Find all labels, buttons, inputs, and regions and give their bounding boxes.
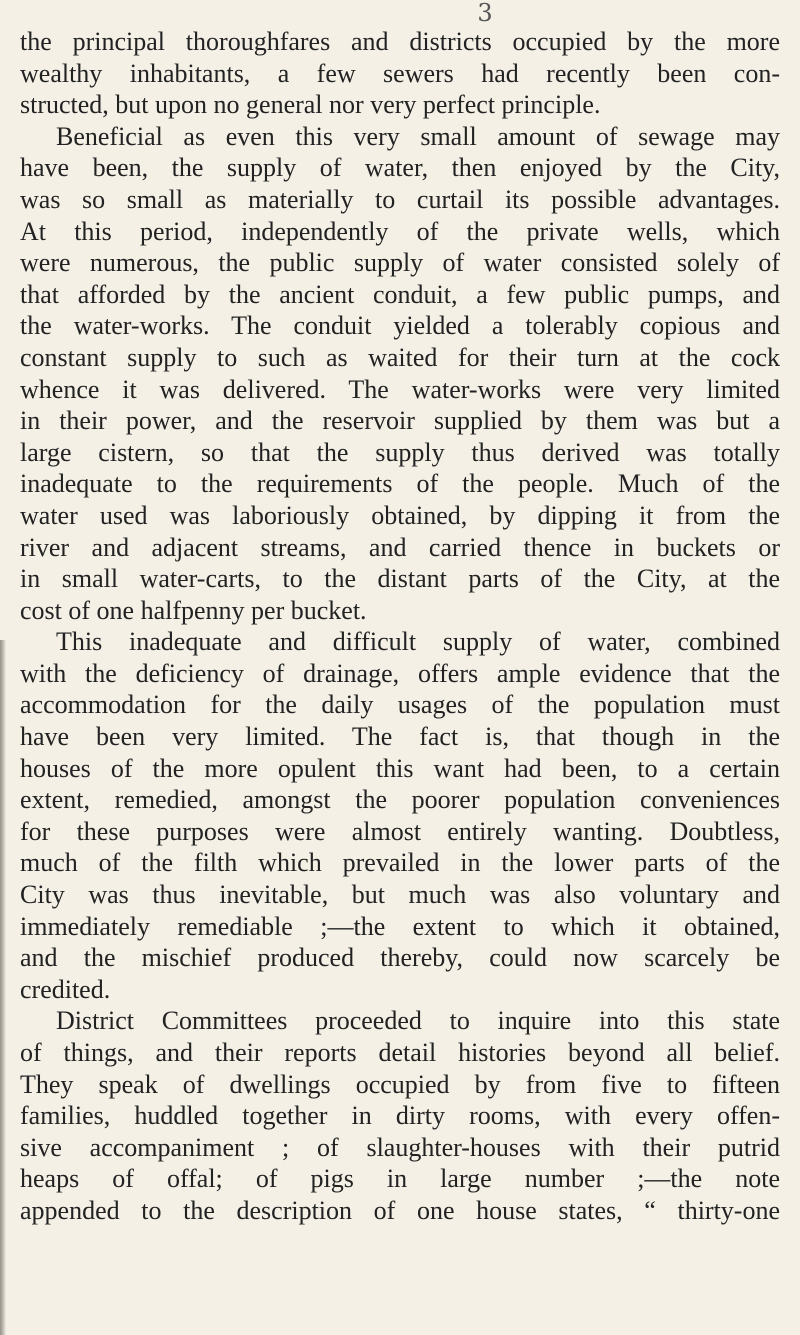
binding-edge-shadow [0, 640, 6, 1335]
text-line: wealthy inhabitants, a few sewers had recently been con- [20, 58, 780, 88]
body-text [20, 26, 780, 1227]
text-line: extent, remedied, amongst the poorer population conveniences [20, 785, 780, 815]
text-line: credited. [20, 974, 111, 1004]
text-line: houses of the more opulent this want had been, to a certain [20, 753, 780, 783]
text-line: in their power, and the reservoir supplied by them was but a [20, 406, 780, 436]
text-line: families, huddled together in dirty rooms, with every offen- [20, 1101, 780, 1131]
text-line: were numerous, the public supply of water consisted solely of [20, 248, 780, 278]
text-line: accommodation for the daily usages of the population must [20, 690, 780, 720]
text-line: District Committees proceeded to inquire into this state [56, 1006, 780, 1036]
text-line: was so small as materially to curtail its possible advantages. [20, 184, 780, 214]
text-line: for these purposes were almost entirely wanting. Doubtless, [20, 816, 780, 846]
text-line: and the mischief produced thereby, could now scarcely be [20, 943, 780, 973]
text-line: water used was laboriously obtained, by dipping it from the [20, 500, 780, 530]
text-line: river and adjacent streams, and carried thence in buckets or [20, 532, 780, 562]
text-line: much of the filth which prevailed in the lower parts of the [20, 848, 780, 878]
text-line: This inadequate and difficult supply of water, combined [56, 627, 780, 657]
page-number: 3 [477, 0, 493, 27]
text-line: appended to the description of one house states, “ thirty-one [20, 1195, 780, 1225]
text-line: have been very limited. The fact is, that though in the [20, 722, 780, 752]
text-line: inadequate to the requirements of the people. Much of the [20, 469, 780, 499]
text-line: whence it was delivered. The water-works were very limited [20, 374, 780, 404]
text-line: They speak of dwellings occupied by from five to fifteen [20, 1069, 780, 1099]
text-line: sive accompaniment ; of slaughter-houses with their putrid [20, 1132, 780, 1162]
text-line: the principal thoroughfares and districts occupied by the more [20, 27, 780, 56]
text-line: the water-works. The conduit yielded a tolerably copious and [20, 311, 780, 341]
text-line: At this period, independently of the private wells, which [20, 216, 780, 246]
text-line: have been, the supply of water, then enjoyed by the City, [20, 153, 780, 183]
text-line: large cistern, so that the supply thus derived was totally [20, 437, 780, 467]
text-line: City was thus inevitable, but much was also voluntary and [20, 880, 780, 910]
text-line: constant supply to such as waited for their turn at the cock [20, 342, 780, 372]
text-line: cost of one halfpenny per bucket. [20, 595, 367, 625]
text-line: Beneficial as even this very small amount of sewage may [56, 121, 780, 151]
text-line: structed, but upon no general nor very perfect principle. [20, 90, 601, 120]
text-line: heaps of offal; of pigs in large number ;—the note [20, 1164, 780, 1194]
text-line: with the deficiency of drainage, offers ample evidence that the [20, 658, 780, 688]
text-line: in small water-carts, to the distant parts of the City, at the [20, 564, 780, 594]
text-line: that afforded by the ancient conduit, a few public pumps, and [20, 279, 780, 309]
text-line: immediately remediable ;—the extent to which it obtained, [20, 911, 780, 941]
text-line: of things, and their reports detail histories beyond all belief. [20, 1038, 780, 1067]
